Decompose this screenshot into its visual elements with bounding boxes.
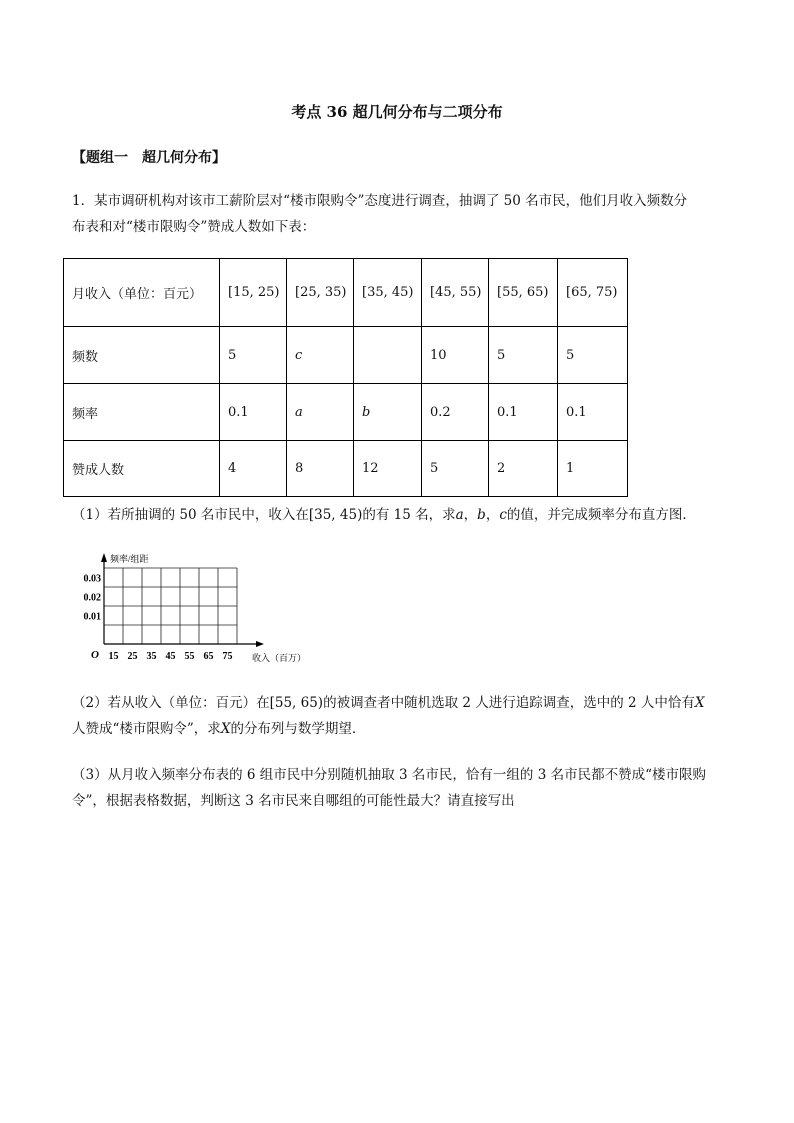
interval-cell: [55, 65)	[489, 259, 558, 327]
y-axis-label: 频率/组距	[110, 554, 149, 564]
x-axis-label: 收入（百万）	[252, 653, 307, 663]
table-row	[64, 441, 628, 497]
var-x: X	[694, 695, 705, 711]
part-1-suffix: 的值，并完成频率分布直方图．	[506, 507, 696, 523]
table-cell: 5	[489, 327, 558, 384]
question-1-line-2: 布表和对“楼市限购令”赞成人数如下表：	[72, 219, 316, 235]
interval-cell: [35, 45)	[354, 259, 422, 327]
table-cell: 10	[422, 327, 489, 384]
interval-cell: [65, 75)	[558, 259, 628, 327]
row-label: 频数	[64, 327, 220, 384]
table-cell: 0.2	[422, 384, 489, 441]
y-tick-label: 0.03	[83, 573, 101, 585]
y-axis-arrow	[101, 553, 107, 562]
part-1-prefix: （1）若所抽调的 50 名市民中，收入在	[72, 507, 309, 523]
table-cell: 0.1	[489, 384, 558, 441]
part-1-mid: 的有 15 名，求	[362, 507, 456, 523]
y-tick-labels	[84, 574, 102, 623]
x-tick-label: 35	[146, 651, 157, 662]
question-1-text	[72, 188, 732, 240]
table-cell: c	[287, 327, 354, 384]
table-cell: b	[354, 384, 422, 441]
table-header-row	[64, 259, 628, 327]
histogram-chart	[74, 548, 314, 668]
var-b: b	[477, 507, 486, 523]
y-tick-label: 0.02	[83, 592, 101, 604]
table-row	[64, 384, 628, 441]
var-c: c	[499, 507, 507, 523]
interval-cell: [25, 35)	[287, 259, 354, 327]
frequency-table	[63, 258, 628, 497]
x-tick-label: 25	[127, 651, 138, 662]
chart-grid	[104, 568, 237, 644]
table-cell: 0.1	[220, 384, 287, 441]
part-2-line-1: （2）若从收入（单位：百元）在[55, 65)的被调查者中随机选取 2 人进行追踪调查，选中的 2 人中恰有X	[72, 695, 705, 711]
table-row	[64, 327, 628, 384]
row-label: 频率	[64, 384, 220, 441]
part-1-interval: [35, 45)	[308, 507, 363, 523]
x-tick-label: 55	[184, 651, 195, 662]
part-3-line-1: （3）从月收入频率分布表的 6 组市民中分别随机抽取 3 名市民，恰有一组的 3 名市民都不赞成“楼市限购	[72, 767, 707, 783]
table-cell: 8	[287, 441, 354, 497]
part-2-text	[72, 690, 732, 742]
part-1-text: （1）若所抽调的 50 名市民中，收入在[35, 45)的有 15 名，求a，b，c的值，并完成频率分布直方图．	[72, 507, 696, 523]
x-tick-label: 75	[222, 651, 233, 662]
x-tick-labels	[109, 651, 233, 662]
origin-label: O	[91, 649, 99, 661]
var-a: a	[455, 507, 464, 523]
table-cell: a	[287, 384, 354, 441]
part-3-line-2: 令”，根据表格数据，判断这 3 名市民来自哪组的可能性最大？请直接写出	[72, 793, 515, 809]
var-x: X	[220, 721, 231, 737]
part-3-text	[72, 762, 732, 814]
table-cell: 2	[489, 441, 558, 497]
x-tick-label: 15	[108, 651, 119, 662]
table-cell: 12	[354, 441, 422, 497]
table-cell: 5	[422, 441, 489, 497]
question-1-line-1: 1．某市调研机构对该市工薪阶层对“楼市限购令”态度进行调查，抽调了 50 名市民，他们月收入频数分	[72, 193, 688, 209]
table-cell: 4	[220, 441, 287, 497]
y-tick-label: 0.01	[83, 611, 101, 623]
group-heading: 【题组一 超几何分布】	[72, 150, 226, 166]
page-title: 考点 36 超几何分布与二项分布	[291, 103, 503, 121]
row-label: 赞成人数	[64, 441, 220, 497]
table-cell	[354, 327, 422, 384]
part-2-interval: [55, 65)	[269, 695, 324, 711]
x-axis-arrow	[256, 641, 264, 647]
interval-cell: [15, 25)	[220, 259, 287, 327]
interval-cell: [45, 55)	[422, 259, 489, 327]
table-cell: 5	[220, 327, 287, 384]
table-header-label: 月收入（单位：百元）	[64, 259, 220, 327]
table-cell: 0.1	[558, 384, 628, 441]
table-cell: 5	[558, 327, 628, 384]
x-tick-label: 65	[203, 651, 214, 662]
table-cell: 1	[558, 441, 628, 497]
part-2-line-2: 人赞成“楼市限购令”，求X的分布列与数学期望．	[72, 721, 366, 737]
x-tick-label: 45	[165, 651, 176, 662]
